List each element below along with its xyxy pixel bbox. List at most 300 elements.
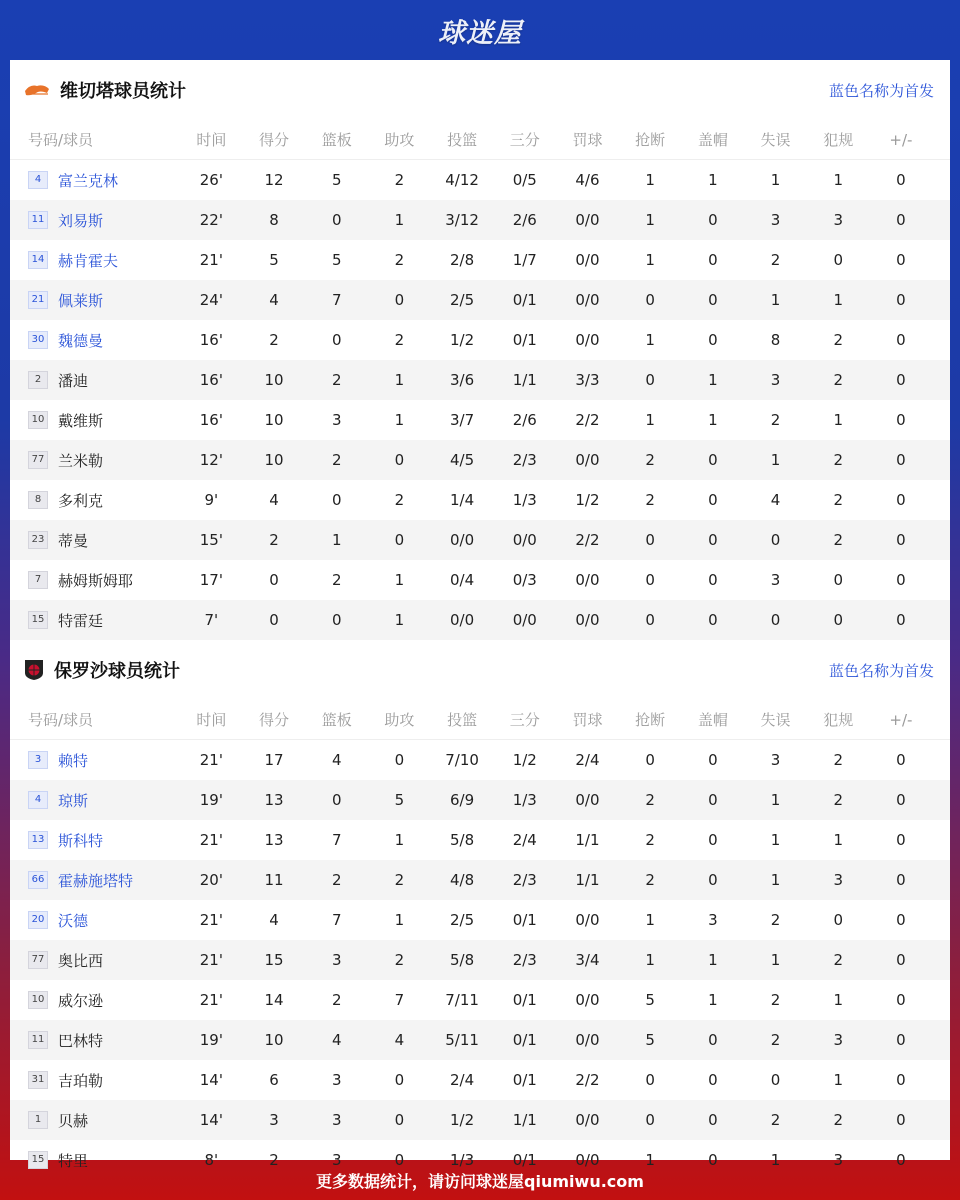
stat-turnovers: 8 (770, 331, 781, 349)
stat-points: 0 (269, 611, 279, 629)
stat-steals: 1 (645, 1151, 655, 1169)
stat-points: 11 (264, 871, 284, 889)
stat-blocks: 1 (708, 171, 718, 189)
stat-blocks: 0 (708, 1111, 718, 1129)
stat-fouls: 2 (833, 491, 843, 509)
stat-ft: 0/0 (575, 291, 600, 309)
column-header-plus-minus: +/- (889, 130, 913, 149)
footer-banner (0, 1160, 960, 1200)
stat-ft: 0/0 (575, 911, 600, 929)
stat-three-pt: 1/1 (512, 371, 537, 389)
stat-turnovers: 2 (770, 1031, 781, 1049)
stat-three-pt: 2/3 (512, 951, 537, 969)
stat-points: 2 (269, 331, 279, 349)
player-cell (10, 870, 180, 891)
column-header-blocks: 盖帽 (697, 711, 728, 729)
team-title: 维切塔球员统计 (60, 81, 186, 102)
stat-rebounds: 1 (331, 531, 342, 549)
player-name: 特雷廷 (58, 611, 104, 630)
player-name: 戴维斯 (58, 411, 104, 430)
stat-three-pt: 2/4 (512, 831, 537, 849)
stat-points: 4 (269, 291, 279, 309)
player-cell (10, 170, 180, 191)
stat-rebounds: 5 (331, 251, 342, 269)
player-row (10, 820, 950, 860)
column-header-rebounds: 篮板 (321, 131, 352, 149)
stat-ft: 2/2 (575, 531, 600, 549)
stat-fouls: 0 (833, 571, 843, 589)
stat-three-pt: 0/5 (512, 171, 537, 189)
player-row (10, 240, 950, 280)
stat-fg: 0/0 (450, 611, 475, 629)
stat-fg: 2/4 (450, 1071, 475, 1089)
stat-ft: 3/3 (575, 371, 600, 389)
stat-minutes: 22' (199, 211, 223, 229)
column-header-turnovers: 失误 (760, 131, 791, 149)
column-header-minutes: 时间 (196, 131, 227, 149)
stat-rebounds: 2 (331, 871, 342, 889)
player-row (10, 1100, 950, 1140)
team-section-wichita (10, 60, 950, 640)
stat-rebounds: 4 (331, 751, 342, 769)
stat-blocks: 0 (708, 1031, 718, 1049)
stat-turnovers: 3 (770, 211, 781, 229)
stat-points: 4 (269, 491, 279, 509)
stat-rebounds: 7 (331, 831, 342, 849)
stat-steals: 2 (645, 491, 655, 509)
stat-plus-minus: 0 (896, 291, 906, 309)
player-row (10, 200, 950, 240)
stat-fouls: 0 (833, 251, 843, 269)
stat-rebounds: 0 (331, 491, 342, 509)
stat-minutes: 16' (199, 331, 223, 349)
stat-fouls: 2 (833, 531, 843, 549)
stat-assists: 0 (394, 751, 405, 769)
team-section-paulista (10, 640, 950, 1180)
player-cell (10, 450, 180, 471)
stat-points: 10 (264, 1031, 284, 1049)
stat-rebounds: 2 (331, 571, 342, 589)
stat-points: 5 (269, 251, 279, 269)
footer-text: 更多数据统计，请访问球迷屋qiumiwu.com (316, 1171, 644, 1191)
stat-plus-minus: 0 (896, 451, 906, 469)
player-name: 斯科特 (58, 831, 104, 850)
column-header-three-pt: 三分 (509, 131, 540, 149)
stat-assists: 0 (394, 1111, 405, 1129)
stat-minutes: 9' (204, 491, 219, 509)
stat-rebounds: 3 (331, 1111, 342, 1129)
stat-assists: 2 (394, 951, 405, 969)
player-name: 多利克 (58, 491, 104, 510)
stat-three-pt: 2/3 (512, 871, 537, 889)
stat-turnovers: 1 (770, 171, 781, 189)
stat-rebounds: 5 (331, 171, 342, 189)
stat-turnovers: 0 (770, 611, 781, 629)
player-name: 潘迪 (58, 371, 89, 390)
player-cell (10, 990, 180, 1011)
stat-plus-minus: 0 (896, 791, 906, 809)
stat-minutes: 17' (199, 571, 223, 589)
stat-rebounds: 0 (331, 211, 342, 229)
stat-rebounds: 4 (331, 1031, 342, 1049)
stat-fouls: 2 (833, 1111, 843, 1129)
stat-fg: 6/9 (450, 791, 475, 809)
stat-plus-minus: 0 (896, 831, 906, 849)
stat-three-pt: 0/1 (512, 911, 537, 929)
player-row (10, 940, 950, 980)
stat-fouls: 1 (833, 411, 843, 429)
jersey-number-badge: 21 (28, 291, 48, 309)
jersey-number-badge: 31 (28, 1071, 48, 1089)
stat-minutes: 21' (199, 991, 223, 1009)
jersey-number-badge: 10 (28, 991, 48, 1009)
stat-three-pt: 0/0 (512, 611, 537, 629)
stat-ft: 0/0 (575, 791, 600, 809)
stat-points: 10 (264, 371, 284, 389)
stat-three-pt: 1/3 (512, 791, 537, 809)
stat-plus-minus: 0 (896, 1071, 906, 1089)
team-title: 保罗沙球员统计 (54, 661, 180, 682)
stat-steals: 5 (645, 1031, 655, 1049)
stat-three-pt: 1/3 (512, 491, 537, 509)
player-cell (10, 250, 180, 271)
stat-turnovers: 4 (770, 491, 781, 509)
stat-points: 15 (264, 951, 284, 969)
stat-minutes: 21' (199, 911, 223, 929)
stat-plus-minus: 0 (896, 611, 906, 629)
player-cell (10, 750, 180, 771)
stat-steals: 0 (645, 611, 655, 629)
stat-turnovers: 0 (770, 531, 781, 549)
stat-plus-minus: 0 (896, 1031, 906, 1049)
stat-assists: 0 (394, 451, 405, 469)
stat-assists: 0 (394, 1071, 405, 1089)
stat-points: 8 (269, 211, 279, 229)
stat-fg: 4/8 (450, 871, 475, 889)
stat-assists: 1 (394, 411, 405, 429)
stat-blocks: 0 (708, 751, 718, 769)
stat-steals: 2 (645, 791, 655, 809)
stat-plus-minus: 0 (896, 1151, 906, 1169)
column-header-ft: 罚球 (572, 711, 603, 729)
stat-points: 4 (269, 911, 279, 929)
stat-ft: 0/0 (575, 1031, 600, 1049)
column-header-three-pt: 三分 (509, 711, 540, 729)
stat-steals: 1 (645, 251, 655, 269)
stat-fg: 2/5 (450, 291, 475, 309)
column-header-steals: 抢断 (635, 131, 666, 149)
player-cell (10, 950, 180, 971)
stat-turnovers: 2 (770, 911, 781, 929)
player-row (10, 740, 950, 780)
stat-fg: 7/11 (445, 991, 479, 1009)
stat-plus-minus: 0 (896, 991, 906, 1009)
player-cell (10, 1110, 180, 1131)
player-row (10, 560, 950, 600)
stat-turnovers: 1 (770, 951, 781, 969)
stat-plus-minus: 0 (896, 331, 906, 349)
stat-plus-minus: 0 (896, 531, 906, 549)
stat-blocks: 1 (708, 411, 718, 429)
jersey-number-badge: 11 (28, 1031, 48, 1049)
column-header-fg: 投篮 (447, 131, 478, 149)
column-header-turnovers: 失误 (760, 711, 791, 729)
player-name: 威尔逊 (58, 991, 104, 1010)
stat-assists: 1 (394, 211, 405, 229)
stat-minutes: 19' (199, 1031, 223, 1049)
jersey-number-badge: 15 (28, 611, 48, 629)
stat-fg: 5/11 (445, 1031, 479, 1049)
stat-rebounds: 7 (331, 291, 342, 309)
column-header-fouls: 犯规 (823, 131, 854, 149)
stat-blocks: 1 (708, 951, 718, 969)
player-row (10, 1020, 950, 1060)
starter-legend-note: 蓝色名称为首发 (828, 81, 934, 100)
stat-blocks: 0 (708, 871, 718, 889)
stat-plus-minus: 0 (896, 211, 906, 229)
stat-assists: 2 (394, 491, 405, 509)
column-header-player: 号码/球员 (28, 711, 94, 729)
stat-fg: 3/6 (450, 371, 475, 389)
stat-minutes: 21' (199, 831, 223, 849)
jersey-number-badge: 77 (28, 951, 48, 969)
stat-fouls: 3 (833, 1031, 843, 1049)
stats-card (10, 60, 950, 1170)
stat-ft: 2/2 (575, 1071, 600, 1089)
column-header-blocks: 盖帽 (697, 131, 728, 149)
player-name: 吉珀勒 (58, 1071, 104, 1090)
stat-three-pt: 0/1 (512, 991, 537, 1009)
stat-ft: 0/0 (575, 451, 600, 469)
player-cell (10, 830, 180, 851)
player-name: 琼斯 (58, 791, 89, 810)
stat-points: 2 (269, 531, 279, 549)
stat-fg: 3/12 (445, 211, 479, 229)
stat-plus-minus: 0 (896, 171, 906, 189)
stat-fg: 7/10 (445, 751, 479, 769)
stat-steals: 0 (645, 751, 655, 769)
stat-assists: 2 (394, 251, 405, 269)
player-name: 赫肯霍夫 (58, 251, 119, 270)
section-header (10, 60, 950, 120)
stat-assists: 1 (394, 911, 405, 929)
player-rows (10, 160, 950, 640)
stat-blocks: 0 (708, 1151, 718, 1169)
stat-minutes: 21' (199, 951, 223, 969)
stat-ft: 3/4 (575, 951, 600, 969)
stat-fouls: 3 (833, 871, 843, 889)
player-cell (10, 290, 180, 311)
paulista-team-logo-icon (24, 659, 44, 681)
section-header (10, 640, 950, 700)
stat-fg: 1/4 (450, 491, 475, 509)
player-row (10, 160, 950, 200)
stat-ft: 0/0 (575, 991, 600, 1009)
stat-plus-minus: 0 (896, 871, 906, 889)
stat-three-pt: 0/1 (512, 1031, 537, 1049)
column-header-assists: 助攻 (384, 711, 415, 729)
stat-fouls: 2 (833, 451, 843, 469)
stat-minutes: 7' (204, 611, 219, 629)
stat-fg: 1/3 (450, 1151, 475, 1169)
player-cell (10, 1030, 180, 1051)
stat-turnovers: 2 (770, 991, 781, 1009)
stat-steals: 2 (645, 871, 655, 889)
stat-points: 13 (264, 791, 284, 809)
player-name: 霍赫施塔特 (58, 871, 134, 890)
stat-blocks: 0 (708, 251, 718, 269)
jersey-number-badge: 23 (28, 531, 48, 549)
stat-plus-minus: 0 (896, 571, 906, 589)
player-name: 沃德 (58, 911, 89, 930)
player-row (10, 320, 950, 360)
stat-fg: 4/5 (450, 451, 475, 469)
stat-three-pt: 1/2 (512, 751, 537, 769)
stat-ft: 1/2 (575, 491, 600, 509)
jersey-number-badge: 8 (28, 491, 48, 509)
stat-fg: 2/8 (450, 251, 475, 269)
stat-fg: 5/8 (450, 831, 475, 849)
stat-assists: 2 (394, 331, 405, 349)
player-name: 特里 (58, 1151, 89, 1170)
player-name: 贝赫 (58, 1111, 89, 1130)
stat-fouls: 1 (833, 991, 843, 1009)
stat-blocks: 0 (708, 211, 718, 229)
stat-turnovers: 3 (770, 371, 781, 389)
stat-minutes: 21' (199, 251, 223, 269)
stat-steals: 0 (645, 371, 655, 389)
stat-three-pt: 1/7 (512, 251, 537, 269)
stat-plus-minus: 0 (896, 411, 906, 429)
stat-fouls: 2 (833, 791, 843, 809)
stat-rebounds: 2 (331, 991, 342, 1009)
stat-three-pt: 2/3 (512, 451, 537, 469)
stat-minutes: 14' (199, 1111, 223, 1129)
stat-turnovers: 1 (770, 831, 781, 849)
player-name: 蒂曼 (58, 531, 89, 550)
stat-steals: 2 (645, 831, 655, 849)
stat-fouls: 1 (833, 171, 843, 189)
stat-ft: 0/0 (575, 1111, 600, 1129)
player-row (10, 780, 950, 820)
stat-assists: 7 (394, 991, 405, 1009)
jersey-number-badge: 13 (28, 831, 48, 849)
player-cell (10, 370, 180, 391)
stat-ft: 0/0 (575, 331, 600, 349)
stat-three-pt: 0/0 (512, 531, 537, 549)
stat-fouls: 1 (833, 1071, 843, 1089)
stat-steals: 1 (645, 171, 655, 189)
player-name: 赖特 (58, 751, 89, 770)
stat-three-pt: 1/1 (512, 1111, 537, 1129)
stat-fouls: 2 (833, 751, 843, 769)
stat-rebounds: 0 (331, 791, 342, 809)
stat-fouls: 3 (833, 1151, 843, 1169)
stat-rebounds: 2 (331, 451, 342, 469)
player-cell (10, 610, 180, 631)
stat-fouls: 2 (833, 331, 843, 349)
stat-assists: 0 (394, 1151, 405, 1169)
stat-points: 3 (269, 1111, 279, 1129)
stat-turnovers: 1 (770, 871, 781, 889)
stat-ft: 0/0 (575, 611, 600, 629)
jersey-number-badge: 3 (28, 751, 48, 769)
stat-assists: 1 (394, 831, 405, 849)
jersey-number-badge: 77 (28, 451, 48, 469)
stat-minutes: 20' (199, 871, 223, 889)
stat-plus-minus: 0 (896, 371, 906, 389)
player-name: 佩莱斯 (58, 291, 104, 310)
stat-points: 13 (264, 831, 284, 849)
column-header-ft: 罚球 (572, 131, 603, 149)
stat-steals: 0 (645, 291, 655, 309)
stat-ft: 2/2 (575, 411, 600, 429)
jersey-number-badge: 4 (28, 171, 48, 189)
player-cell (10, 1070, 180, 1091)
stat-ft: 1/1 (575, 871, 600, 889)
jersey-number-badge: 30 (28, 331, 48, 349)
stat-fg: 1/2 (450, 1111, 475, 1129)
jersey-number-badge: 1 (28, 1111, 48, 1129)
player-cell (10, 410, 180, 431)
stat-blocks: 0 (708, 831, 718, 849)
stat-fg: 5/8 (450, 951, 475, 969)
player-name: 奥比西 (58, 951, 104, 970)
stat-assists: 1 (394, 611, 405, 629)
column-header-assists: 助攻 (384, 131, 415, 149)
stat-ft: 0/0 (575, 571, 600, 589)
stat-turnovers: 2 (770, 1111, 781, 1129)
player-name: 赫姆斯姆耶 (58, 571, 134, 590)
stat-turnovers: 2 (770, 251, 781, 269)
player-row (10, 360, 950, 400)
stat-minutes: 14' (199, 1071, 223, 1089)
stat-ft: 0/0 (575, 211, 600, 229)
stat-minutes: 24' (199, 291, 223, 309)
stat-turnovers: 1 (770, 791, 781, 809)
stat-three-pt: 2/6 (512, 411, 537, 429)
stat-assists: 2 (394, 171, 405, 189)
stat-steals: 1 (645, 211, 655, 229)
stat-assists: 4 (394, 1031, 405, 1049)
stat-three-pt: 0/1 (512, 331, 537, 349)
stat-blocks: 0 (708, 491, 718, 509)
stat-points: 10 (264, 411, 284, 429)
stat-steals: 2 (645, 451, 655, 469)
stat-minutes: 15' (199, 531, 223, 549)
stat-three-pt: 0/1 (512, 291, 537, 309)
stat-turnovers: 1 (770, 1151, 781, 1169)
starter-legend-note: 蓝色名称为首发 (828, 661, 934, 680)
stat-turnovers: 3 (770, 751, 781, 769)
player-row (10, 400, 950, 440)
player-cell (10, 490, 180, 511)
stat-assists: 1 (394, 571, 405, 589)
player-row (10, 480, 950, 520)
stat-turnovers: 1 (770, 451, 781, 469)
column-header-fg: 投篮 (447, 711, 478, 729)
player-row (10, 280, 950, 320)
player-row (10, 860, 950, 900)
stat-three-pt: 0/3 (512, 571, 537, 589)
stat-steals: 1 (645, 951, 655, 969)
stat-minutes: 16' (199, 411, 223, 429)
jersey-number-badge: 7 (28, 571, 48, 589)
stat-rebounds: 2 (331, 371, 342, 389)
player-cell (10, 330, 180, 351)
player-row (10, 900, 950, 940)
stat-fouls: 0 (833, 611, 843, 629)
